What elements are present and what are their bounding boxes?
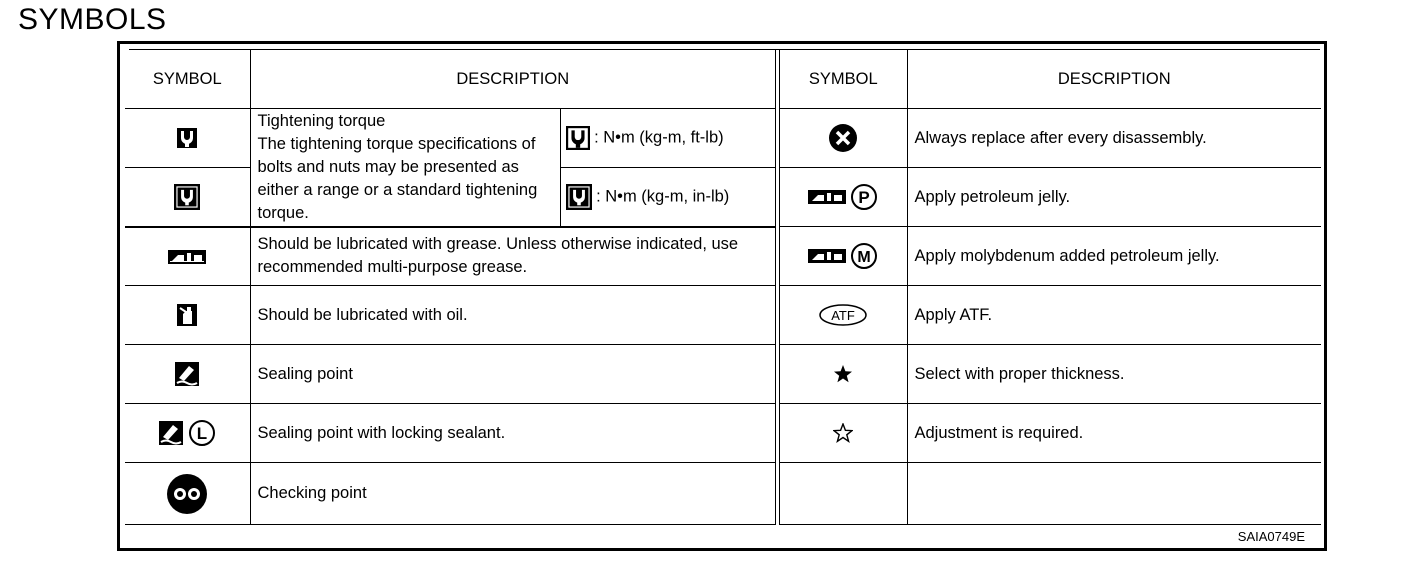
torque-unit-ft-cell [560, 109, 775, 168]
checking-description: Checking point [250, 463, 775, 525]
circle-letter-l: L [197, 424, 208, 443]
oil-can-icon [176, 303, 198, 327]
right-description-header: DESCRIPTION [907, 50, 1321, 109]
sealing-locking-symbol [125, 404, 250, 463]
torque-unit-ft: : N•m (kg-m, ft-lb) [594, 128, 724, 147]
molybdenum-jelly-icon [808, 242, 878, 270]
sealing-symbol [125, 345, 250, 404]
sealant-tube-icon [174, 361, 200, 387]
left-description-header: DESCRIPTION [250, 50, 775, 109]
solid-star-icon [833, 364, 853, 384]
solid-star-symbol [780, 345, 907, 404]
torque-unit-in-cell [560, 168, 775, 227]
molybdenum-description: Apply molybdenum added petroleum jelly. [907, 227, 1321, 286]
torque-description: Tightening torque The tightening torque specifications of bolts and nuts may be presented as either a range or a standard tightening torque. [250, 109, 560, 227]
petroleum-letter: P [858, 188, 870, 207]
checking-eyes-icon [166, 473, 208, 515]
replace-symbol [780, 109, 907, 168]
left-panel [125, 50, 775, 525]
torque-wrench-ft-icon [176, 127, 198, 149]
torque-symbol-2 [125, 168, 250, 227]
page-title: SYMBOLS [18, 3, 167, 36]
right-panel [780, 50, 1321, 525]
sealing-description: Sealing point [250, 345, 775, 404]
petroleum-jelly-icon [808, 183, 878, 211]
right-symbol-header: SYMBOL [780, 50, 907, 109]
molybdenum-letter: M [857, 249, 871, 266]
replace-description: Always replace after every disassembly. [907, 109, 1321, 168]
grease-symbol [125, 227, 250, 286]
torque-wrench-small-in-icon [566, 184, 592, 210]
replace-x-icon [828, 123, 858, 153]
empty-description-cell [907, 463, 1321, 525]
grease-description: Should be lubricated with grease. Unless otherwise indicated, use recommended multi-purpose grease. [250, 227, 775, 286]
outline-star-icon [833, 423, 853, 443]
atf-symbol [780, 286, 907, 345]
molybdenum-symbol [780, 227, 907, 286]
symbols-table-frame [117, 41, 1327, 551]
checking-symbol [125, 463, 250, 525]
grease-can-icon [168, 247, 206, 265]
atf-icon [818, 303, 868, 327]
atf-label: ATF [831, 308, 856, 323]
torque-symbol-1 [125, 109, 250, 168]
petroleum-symbol [780, 168, 907, 227]
torque-wrench-in-icon [174, 184, 200, 210]
sealant-locking-icon [158, 419, 216, 447]
oil-description: Should be lubricated with oil. [250, 286, 775, 345]
empty-symbol-cell [780, 463, 907, 525]
atf-description: Apply ATF. [907, 286, 1321, 345]
left-symbol-header: SYMBOL [125, 50, 250, 109]
outline-star-description: Adjustment is required. [907, 404, 1321, 463]
figure-code: SAIA0749E [1237, 529, 1305, 544]
sealing-locking-description: Sealing point with locking sealant. [250, 404, 775, 463]
solid-star-description: Select with proper thickness. [907, 345, 1321, 404]
torque-unit-in: : N•m (kg-m, in-lb) [596, 187, 730, 206]
oil-symbol [125, 286, 250, 345]
torque-wrench-small-ft-icon [566, 126, 590, 150]
outline-star-symbol [780, 404, 907, 463]
petroleum-description: Apply petroleum jelly. [907, 168, 1321, 227]
